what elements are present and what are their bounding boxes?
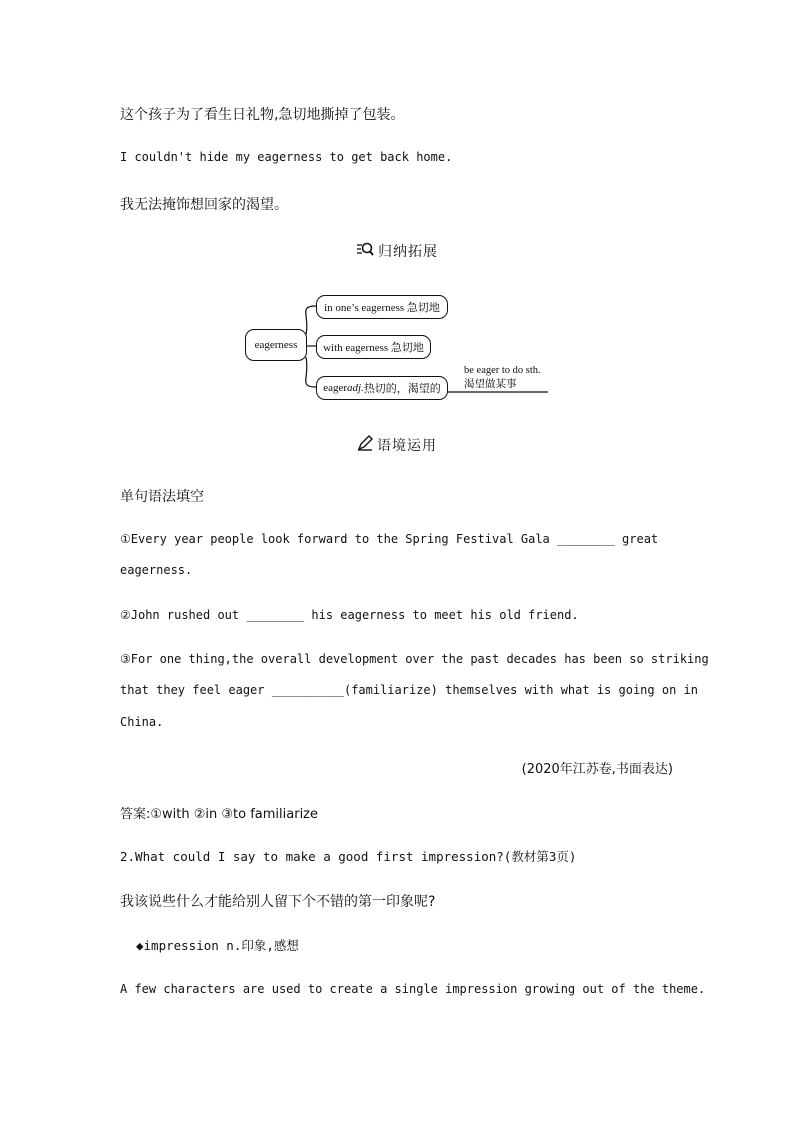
question-source: (2020年江苏卷,书面表达) [521, 762, 673, 777]
section-title: 单句语法填空 [120, 489, 204, 505]
branch-eager-adj [316, 376, 448, 400]
heading-context-text: 语境运用 [377, 438, 437, 454]
sentence-en-1: I couldn't hide my eagerness to get back home. [120, 150, 453, 164]
branch-eager-pos: adj. [347, 382, 364, 394]
question-4: 2.What could I say to make a good first impression?(教材第3页) [120, 849, 577, 864]
heading-summary-text: 归纳拓展 [378, 244, 438, 260]
branch-eager-word: eager [323, 382, 347, 394]
heading-summary [0, 241, 794, 261]
note-eager-to-do: be eager to do sth. [464, 365, 541, 376]
sentence-cn-2: 我无法掩饰想回家的渴望。 [120, 197, 288, 213]
branch-eager-meaning: 热切的，渴望的 [363, 383, 441, 395]
question-3-line-3: China. [120, 715, 164, 729]
question-3-line-1: ③For one thing,the overall development over the past decades has been so striking [120, 652, 709, 666]
question-4-cn: 我该说些什么才能给别人留下个不错的第一印象呢? [120, 894, 436, 910]
question-1-line-1: ①Every year people look forward to the Spring Festival Gala ________ great [120, 532, 659, 546]
heading-context [0, 435, 794, 455]
answer-line: 答案:①with ②in ③to familiarize [120, 807, 319, 822]
note-eager-meaning: 渴望做某事 [464, 378, 517, 390]
example-sentence: A few characters are used to create a single impression growing out of the theme. [120, 982, 706, 996]
center-node: eagerness [245, 329, 307, 361]
sentence-cn-1: 这个孩子为了看生日礼物,急切地撕掉了包装。 [120, 107, 405, 123]
branch-with-eagerness: with eagerness 急切地 [316, 335, 431, 359]
bullet-impression: ◆impression n.印象,感想 [136, 938, 299, 953]
magnifier-icon [356, 241, 374, 261]
pencil-icon [357, 435, 373, 455]
question-1-line-2: eagerness. [120, 563, 193, 577]
branch-in-eagerness: in one’s eagerness 急切地 [316, 295, 448, 319]
question-3-line-2: that they feel eager __________(familiarize) themselves with what is going on in [120, 683, 698, 697]
question-2: ②John rushed out ________ his eagerness to meet his old friend. [120, 608, 579, 622]
